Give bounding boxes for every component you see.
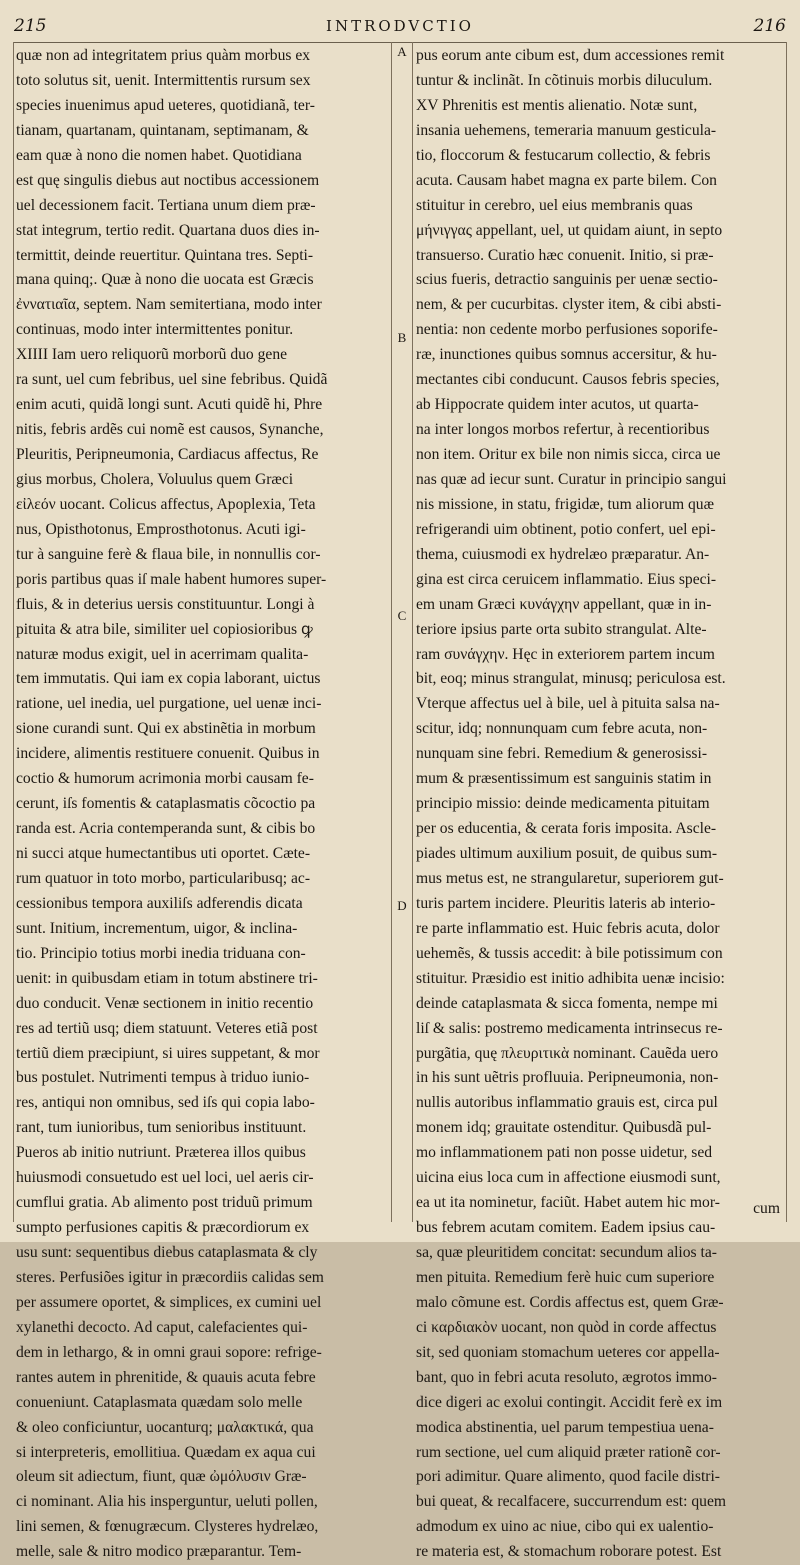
text-line: principio missio: deinde medicamenta pituitam [416, 795, 710, 813]
text-line: ἐννατιαῖα, septem. Nam semitertiana, modo inter [16, 296, 322, 314]
text-line: mo inflammationem pati non posse uidetur, sed [416, 1144, 713, 1162]
text-line: men pituita. Remedium ferè huic cum superiore [416, 1268, 715, 1286]
text-line: thema, cuiusmodi ex hydrelæo præparatur. An- [416, 545, 710, 563]
text-line: Vterque affectus uel à bile, uel à pituita salsa na- [416, 695, 720, 713]
text-line: tio. Principio totius morbi inedia triduana con- [16, 944, 306, 962]
text-line: gius morbus, Cholera, Voluulus quem Græci [16, 470, 294, 488]
text-line: nas quæ ad iecur sunt. Curatur in principio sangui [416, 470, 727, 488]
text-line: pus eorum ante cibum est, dum accessiones remit [416, 47, 725, 64]
text-line: cumflui gratia. Ab alimento post triduũ primum [16, 1194, 313, 1212]
text-line: uehemẽs, & tussis accedit: à bile potissimum con [416, 944, 723, 962]
text-line: rum sectione, uel cum aliquid præter rationẽ cor- [416, 1443, 721, 1461]
text-line: melle, sale & nitro modico præparantur. Tem- [16, 1543, 302, 1561]
margin-letter-a: A [397, 44, 407, 59]
text-line: bui queat, & recalfacere, succurrendum est: quem [416, 1493, 727, 1511]
text-line: oleum sit adiectum, fiunt, quæ ὠμόλυσιν Græ- [16, 1468, 307, 1486]
text-line: nentia: non cedente morbo perfusiones soporife- [416, 321, 718, 339]
text-line: usu sunt: sequentibus diebus cataplasmata & cly [16, 1244, 318, 1261]
text-line: em unam Græci κυνάγχην appellant, quæ in in- [416, 595, 712, 613]
text-line: nus, Opisthotonus, Emprosthotonus. Acuti igi- [16, 520, 306, 538]
gutter-rule-right [412, 42, 413, 1222]
text-line: ra sunt, uel cum febribus, uel sine febribus. Quidã [16, 371, 328, 389]
text-line: nem, & per cucurbitas. clyster item, & cibi absti- [416, 296, 722, 314]
text-line: enim acuti, quidã longi sunt. Acuti quidẽ hi, Phre [16, 396, 323, 414]
text-line: termittit, deinde reuertitur. Quintana tres. Septi- [16, 246, 314, 264]
text-line: ratione, uel inedia, uel purgatione, uel uenæ inci- [16, 695, 322, 713]
text-line: sa, quæ pleuritidem concitat: secundum alios ta- [416, 1244, 717, 1261]
text-line: ea ut ita nominetur, faciũt. Habet autem hic mor- [416, 1194, 720, 1212]
text-line: nunquam sine febri. Remedium & generosissi- [416, 745, 708, 763]
text-line: si interpreteris, emollitiua. Quædam ex aqua cui [16, 1443, 316, 1461]
right-text-column [416, 44, 786, 1565]
text-line: in his sunt uẽtris profluuia. Peripneumonia, non- [416, 1069, 719, 1087]
text-line: duo conducit. Venæ sectionem in initio recentio [16, 994, 314, 1012]
text-line: huiusmodi consuetudo est uel loci, uel aeris cir- [16, 1169, 314, 1187]
text-line: admodum ex uino ac niue, cibo qui ex ualentio- [416, 1518, 714, 1536]
text-line: scius fueris, detractio sanguinis per uenæ sectio- [416, 271, 718, 289]
text-line: sit, sed quoniam stomachum ueteres cor appella- [416, 1343, 720, 1361]
text-line: conueniunt. Cataplasmata quædam solo melle [16, 1393, 303, 1411]
text-line: XV Phrenitis est mentis alienatio. Notæ sunt, [416, 96, 698, 114]
text-line: μήνιγγας appellant, uel, ut quidam aiunt, in septo [416, 221, 723, 239]
text-line: tuntur & inclinãt. In cõtinuis morbis diluculum. [416, 71, 713, 89]
text-line: est quę singulis diebus aut noctibus accessionem [16, 171, 320, 189]
text-line: teriore ipsius parte orta subito strangulat. Alte- [416, 620, 707, 638]
text-line: xylanethi decocto. Ad caput, calefacientes qui- [16, 1318, 308, 1336]
text-line: refrigerandi uim obtinent, potio confert, uel epi- [416, 520, 716, 538]
text-line: quæ non ad integritatem prius quàm morbus ex [16, 47, 311, 64]
text-line: XIIII Iam uero reliquorũ morborũ duo gene [16, 346, 288, 364]
text-line: lini semen, & fœnugræcum. Clysteres hydrelæo, [16, 1518, 319, 1536]
text-line: non item. Oritur ex bile non nimis sicca, circa ue [416, 446, 721, 463]
left-page-number: 215 [14, 16, 47, 36]
text-line: stituitur in cerebro, uel eius membranis quas [416, 196, 693, 214]
text-line: tem immutatis. Qui iam ex copia laborant, uictus [16, 670, 321, 688]
text-line: continuas, modo inter intermittentes ponitur. [16, 321, 294, 339]
right-page-number: 216 [753, 16, 786, 36]
text-line: turis partem incidere. Pleuritis lateris ab interio- [416, 894, 716, 912]
text-line: nullis autoribus inflammatio grauis est, circa pul [416, 1094, 718, 1112]
text-line: nis missione, in statu, frigidæ, tum aliorum quæ [416, 495, 715, 513]
text-line: naturæ modus exigit, uel in acerrimam qualita- [16, 645, 309, 663]
text-line: mum & præsentissimum est sanguinis statim in [416, 770, 712, 788]
text-line: poris partibus quas iſ male habent humores super- [16, 570, 327, 588]
left-border-rule [13, 42, 14, 1222]
text-line: tur à sanguine ferè & flaua bile, in nonnullis cor- [16, 545, 321, 563]
text-line: tio, floccorum & festucarum collectio, & febris [416, 146, 711, 164]
text-line: modica abstinentia, uel parum tempestiua uena- [416, 1418, 714, 1436]
text-line: randa est. Acria contemperanda sunt, & cibis bo [16, 820, 316, 838]
text-line: dem in lethargo, & in omni graui sopore: refrige- [16, 1343, 322, 1361]
text-line: coctio & humorum acrimonia morbi causam fe- [16, 770, 314, 788]
running-title: INTRODVCTIO [326, 17, 474, 35]
text-line: εἰλεόν uocant. Colicus affectus, Apoplexia, Teta [16, 495, 316, 513]
text-line: bus postulet. Nutrimenti tempus à triduo iunio- [16, 1069, 310, 1087]
text-line: incidere, alimentis restituere conuenit. Quibus in [16, 745, 320, 763]
running-header [0, 14, 800, 40]
text-line: Pleuritis, Peripneumonia, Cardiacus affectus, Re [16, 446, 319, 463]
text-line: bant, quo in febri acuta resoluto, ægrotos immo- [416, 1368, 717, 1386]
text-line: transuerso. Curatio hæc conuenit. Initio, si præ- [416, 246, 714, 264]
text-line: bus febrem acutam comitem. Eadem ipsius cau- [416, 1219, 716, 1237]
text-line: ræ, inunctiones quibus somnus accersitur, & hu- [416, 346, 717, 364]
text-line: toto solutus sit, uenit. Intermittentis rursum sex [16, 71, 311, 89]
margin-letter-d: D [397, 898, 407, 913]
text-line: eam quæ à nono die nomen habet. Quotidiana [16, 146, 302, 164]
margin-letter-c: C [397, 608, 407, 623]
text-line: rant, tum iunioribus, tum senioribus instituunt. [16, 1119, 307, 1137]
text-line: deinde cataplasmata & sicca fomenta, nempe mi [416, 994, 718, 1012]
text-line: ab Hippocrate quidem inter acutos, ut quarta- [416, 396, 699, 414]
text-line: stituitur. Præsidio est initio adhibita uenæ incisio: [416, 969, 725, 987]
text-line: sumpto perfusiones capitis & præcordiorum ex [16, 1219, 310, 1237]
text-line: piades ultimum auxilium posuit, de quibus sum- [416, 845, 718, 862]
text-line: bit, eoq; minus strangulat, minusq; periculosa est. [416, 670, 726, 688]
text-line: scitur, idq; nonnunquam cum febre acuta, non- [416, 720, 708, 738]
text-line: liſ & salis: postremo medicamenta intrinsecus re- [416, 1019, 723, 1037]
text-line: species inuenimus apud ueteres, quotidianã, ter- [16, 96, 315, 114]
text-line: acuta. Causam habet magna ex parte bilem. Con [416, 171, 717, 189]
text-line: mectantes cibi conducunt. Causos febris species, [416, 371, 720, 389]
text-line: steres. Perfusiões igitur in præcordiis calidas sem [16, 1268, 324, 1286]
text-line: per os educentia, & cerata foris imposita. Ascle- [416, 820, 717, 838]
text-line: & oleo conficiuntur, uocanturq; μαλακτικά, qua [16, 1418, 314, 1436]
text-line: monem idq; grauitate ostenditur. Quibusdã pul- [416, 1119, 712, 1137]
margin-letter-b: B [397, 330, 407, 345]
text-line: tertiũ diem præcipiunt, si uires suppetant, & mor [16, 1044, 320, 1062]
text-line: fluis, & in deterius uersis constituuntur. Longi à [16, 595, 315, 613]
text-line: pori adimitur. Quare alimento, quod facile distri- [416, 1468, 720, 1486]
text-line: na inter longos morbos refertur, à recentioribus [416, 421, 710, 439]
text-line: sunt. Initium, incrementum, uigor, & inclina- [16, 919, 298, 937]
text-line: re materia est, & stomachum roborare potest. Est [416, 1543, 722, 1561]
text-line: purgãtia, quę πλευριτικὰ nominant. Cauẽda uero [416, 1044, 719, 1062]
text-line: mana quinq;. Quæ à nono die uocata est Græcis [16, 271, 314, 289]
text-line: ci nominant. Alia his insperguntur, ueluti pollen, [16, 1493, 318, 1511]
text-line: mus metus est, ne strangularetur, superiorem gut- [416, 869, 724, 887]
right-border-rule [786, 42, 787, 1222]
text-line: Pueros ab initio nutriunt. Præterea illos quibus [16, 1144, 306, 1162]
text-line: gina est circa ceruicem inflammatio. Eius speci- [416, 570, 717, 588]
text-line: malo cõmune est. Cordis affectus est, quem Græ- [416, 1293, 724, 1311]
text-line: per assumere oportet, & simplices, ex cumini uel [16, 1293, 322, 1311]
header-rule [14, 42, 786, 43]
text-line: cessionibus tempora auxiliſs adferendis dicata [16, 894, 303, 912]
text-line: ci καρδιακὸν uocant, non quòd in corde affectus [416, 1318, 717, 1336]
text-line: rum quatuor in toto morbo, particularibusq; ac- [16, 869, 311, 887]
text-line: tianam, quartanam, quintanam, septimanam, & [16, 121, 309, 139]
text-line: uicina eius loca cum in affectione eiusmodi sunt, [416, 1169, 721, 1187]
catchword: cum [753, 1200, 780, 1217]
text-line: insania uehemens, temeraria manuum gesticula- [416, 121, 717, 139]
text-line: ni succi atque humectantibus uti oportet. Cæte- [16, 845, 311, 862]
text-line: dice digeri ac exolui contingit. Accidit ferè ex im [416, 1393, 723, 1411]
text-line: sione curandi sunt. Qui ex abstinẽtia in morbum [16, 720, 316, 738]
text-line: ram συνάγχην. Hęc in exteriorem partem incum [416, 645, 715, 663]
gutter-rule-left [391, 42, 392, 1222]
text-line: re parte inflammatio est. Huic febris acuta, dolor [416, 919, 720, 937]
left-text-column [16, 44, 390, 1565]
text-line: stat integrum, tertio redit. Quartana duos dies in- [16, 221, 320, 239]
text-line: cerunt, iſs fomentis & cataplasmatis cõcoctio pa [16, 795, 316, 813]
text-line: uenit: in quibusdam etiam in totum abstinere tri- [16, 969, 318, 987]
text-line: res, antiqui non omnibus, sed iſs qui copia labo- [16, 1094, 315, 1112]
text-line: uel decessionem facit. Tertiana unum diem præ- [16, 196, 316, 214]
text-line: rantes autem in phrenitide, & quauis acuta febre [16, 1368, 316, 1386]
text-line: res ad tertiũ usq; diem statuunt. Veteres etiã post [16, 1019, 318, 1037]
text-line: pituita & atra bile, similiter uel copiosioribus ꝙ [16, 620, 313, 638]
text-line: nitis, febris ardẽs cui nomẽ est causos, Synanche, [16, 421, 324, 439]
